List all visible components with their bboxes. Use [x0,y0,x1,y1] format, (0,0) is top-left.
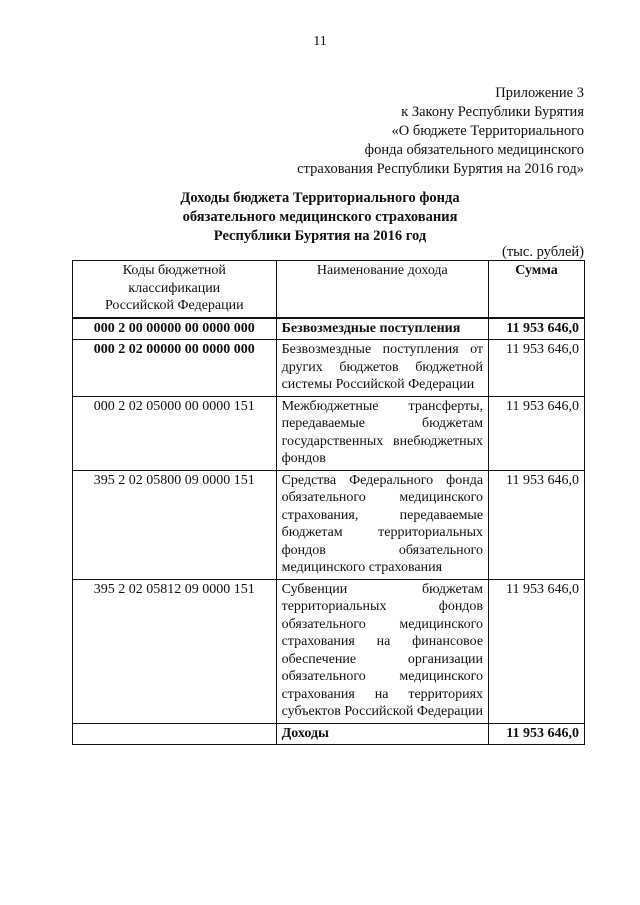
row-sum: 11 953 646,0 [489,318,585,340]
header-code: Коды бюджетной классификации Российской Федерации [73,261,277,318]
row-code [73,723,277,745]
appendix-reference [297,84,584,179]
row-name: Средства Федерального фонда обязательного медицинского страхования, передаваемые бюджетам территориальных фондов обязательного медицинского страхования [276,470,488,579]
appendix-line: «О бюджете Территориального [391,123,584,139]
table-row [73,396,585,470]
row-name: Субвенции бюджетам территориальных фондов обязательного медицинского страхования на финансовое обеспечение организации обязательного медицинского страхования на территориях субъектов Российской Федерации [276,579,488,723]
appendix-line: страхования Республики Бурятия на 2016 год» [297,161,584,177]
row-name: Безвозмездные поступления от других бюджетов бюджетной системы Российской Федерации [276,340,488,397]
revenue-table [72,260,585,745]
row-sum: 11 953 646,0 [489,723,585,745]
appendix-line: фонда обязательного медицинского [364,142,584,158]
table-total-row [73,723,585,745]
header-name: Наименование дохода [276,261,488,318]
title-line: обязательного медицинского страхования [182,209,458,225]
row-code: 395 2 02 05800 09 0000 151 [73,470,277,579]
table-header-row [73,261,585,318]
title-line: Республики Бурятия на 2016 год [213,228,427,244]
row-code: 000 2 00 00000 00 0000 000 [73,318,277,340]
title-line: Доходы бюджета Территориального фонда [180,190,460,206]
units-label: (тыс. рублей) [502,244,584,260]
row-sum: 11 953 646,0 [489,396,585,470]
page-number: 11 [313,34,327,49]
header-sum: Сумма [489,261,585,318]
row-sum: 11 953 646,0 [489,579,585,723]
row-code: 000 2 02 00000 00 0000 000 [73,340,277,397]
row-code: 395 2 02 05812 09 0000 151 [73,579,277,723]
row-name: Межбюджетные трансферты, передаваемые бюджетам государственных внебюджетных фондов [276,396,488,470]
table-row [73,579,585,723]
appendix-line: Приложение 3 [495,85,584,101]
table-row [73,318,585,340]
table-row [73,340,585,397]
document-title [0,189,640,246]
row-code: 000 2 02 05000 00 0000 151 [73,396,277,470]
appendix-line: к Закону Республики Бурятия [401,104,584,120]
row-name: Доходы [276,723,488,745]
row-sum: 11 953 646,0 [489,470,585,579]
table-row [73,470,585,579]
row-name: Безвозмездные поступления [276,318,488,340]
row-sum: 11 953 646,0 [489,340,585,397]
